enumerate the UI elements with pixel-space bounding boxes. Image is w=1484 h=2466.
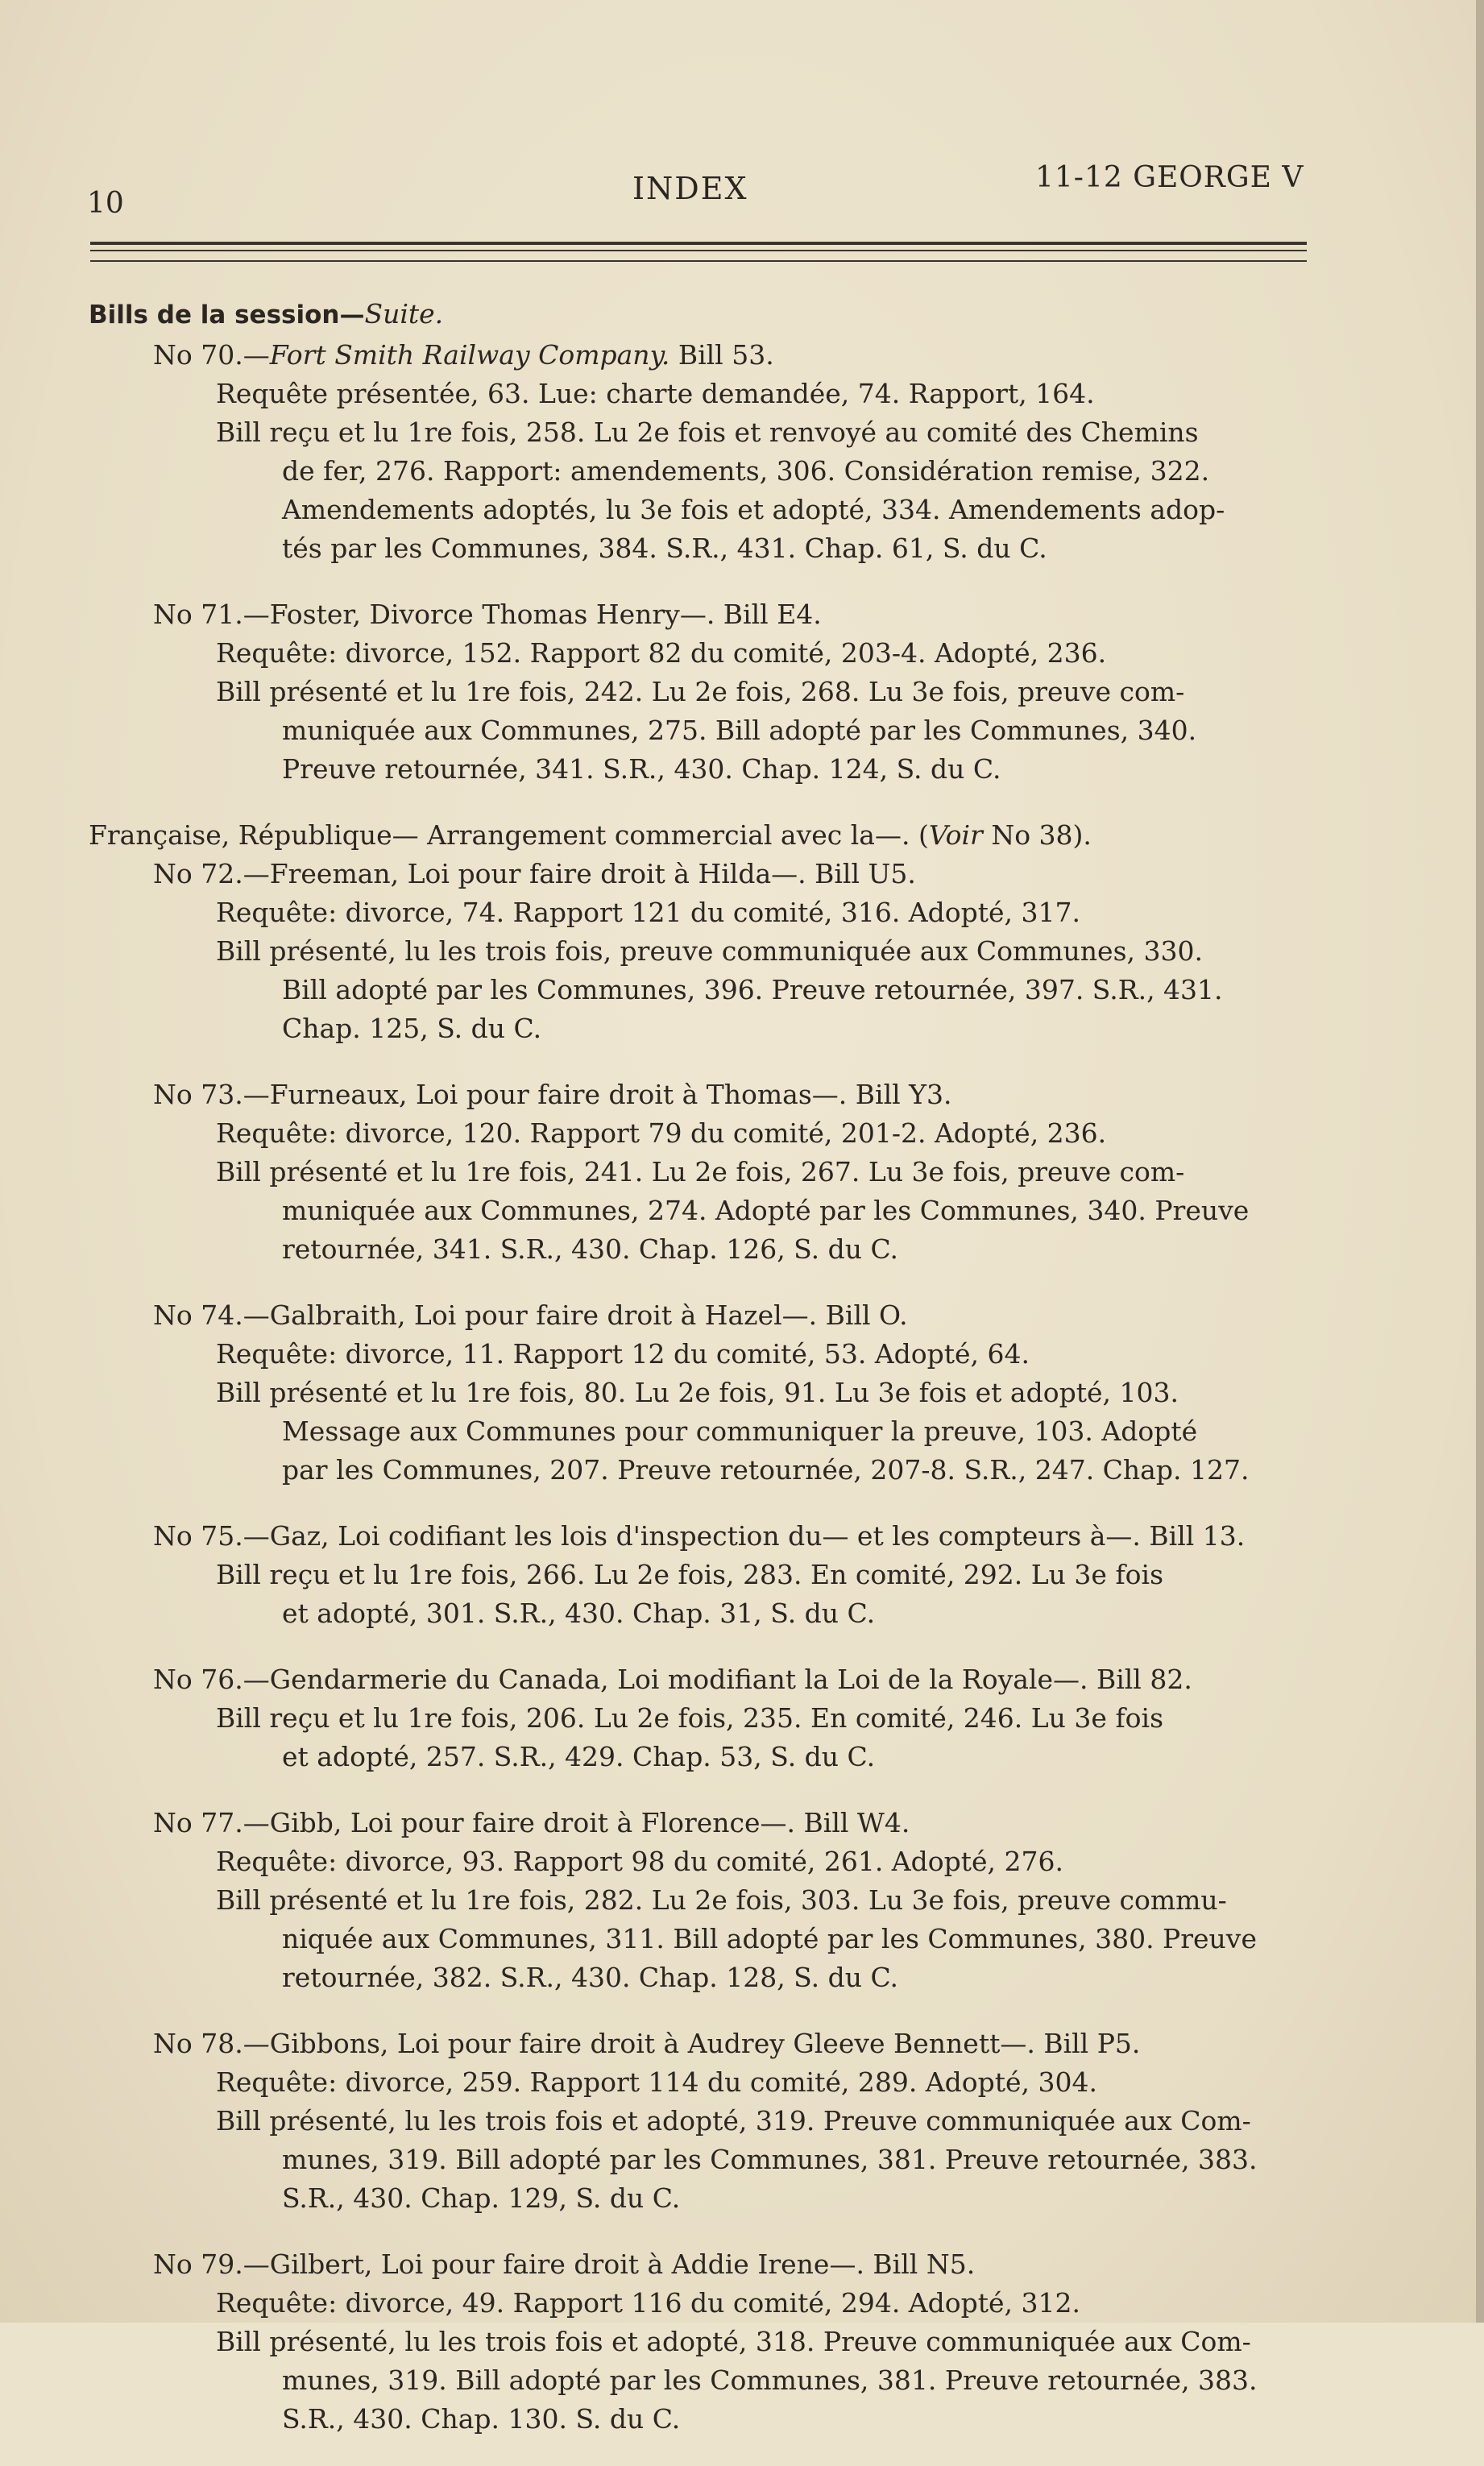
entry-heading: No 75.—Gaz, Loi codifiant les lois d'inspection du— et les compteurs à—. Bill 13.: [153, 1520, 1246, 1552]
entry-bill: Bill 53.: [669, 339, 774, 371]
entry-line: et adopté, 257. S.R., 429. Chap. 53, S. du C.: [282, 1741, 876, 1772]
entry-heading: [89, 336, 1345, 375]
entry-line: Bill présenté et lu 1re fois, 242. Lu 2e fois, 268. Lu 3e fois, preuve com-: [216, 676, 1185, 707]
index-entry: [89, 1517, 1345, 1633]
section-title-italic: Suite.: [364, 298, 444, 329]
entry-line: Bill présenté et lu 1re fois, 282. Lu 2e fois, 303. Lu 3e fois, preuve commu-: [216, 1884, 1227, 1916]
index-entry: [89, 1296, 1345, 1490]
entry-line: niquée aux Communes, 311. Bill adopté par les Communes, 380. Preuve: [282, 1923, 1257, 1954]
entry-heading: No 73.—Furneaux, Loi pour faire droit à Thomas—. Bill Y3.: [153, 1079, 952, 1110]
header-rule-thin-lower: [90, 260, 1307, 262]
session-header: 11-12 GEORGE V: [1035, 161, 1304, 194]
entry-line: S.R., 430. Chap. 130. S. du C.: [282, 2403, 681, 2435]
entry-line: Requête: divorce, 74. Rapport 121 du comité, 316. Adopté, 317.: [216, 897, 1080, 928]
cross-reference-end: No 38).: [982, 819, 1092, 851]
entry-line: Requête: divorce, 259. Rapport 114 du comité, 289. Adopté, 304.: [216, 2066, 1097, 2098]
entry-line: Requête: divorce, 49. Rapport 116 du comité, 294. Adopté, 312.: [216, 2287, 1080, 2319]
entry-heading: No 72.—Freeman, Loi pour faire droit à Hilda—. Bill U5.: [153, 858, 916, 889]
entry-line: Bill présenté, lu les trois fois et adopté, 318. Preuve communiquée aux Com-: [216, 2326, 1251, 2357]
entry-line: Amendements adoptés, lu 3e fois et adopté, 334. Amendements adop-: [282, 494, 1225, 525]
page-number: 10: [87, 187, 124, 220]
entry-line: Bill adopté par les Communes, 396. Preuve retournée, 397. S.R., 431.: [282, 974, 1223, 1005]
entry-heading: No 79.—Gilbert, Loi pour faire droit à Addie Irene—. Bill N5.: [153, 2248, 976, 2280]
entry-line: Requête: divorce, 152. Rapport 82 du comité, 203-4. Adopté, 236.: [216, 637, 1107, 669]
section-title: [89, 298, 1345, 329]
index-entry: [89, 595, 1345, 789]
entry-line: Requête présentée, 63. Lue: charte demandée, 74. Rapport, 164.: [216, 378, 1095, 409]
index-entry: [89, 1804, 1345, 1997]
entry-heading: No 78.—Gibbons, Loi pour faire droit à Audrey Gleeve Bennett—. Bill P5.: [153, 2028, 1141, 2059]
page-title: INDEX: [632, 171, 748, 206]
entry-line: tés par les Communes, 384. S.R., 431. Chap. 61, S. du C.: [282, 533, 1047, 564]
entry-number: No 70.—: [153, 339, 270, 371]
index-entry: [89, 1660, 1345, 1776]
index-entry: [89, 2245, 1345, 2439]
entry-line: Bill reçu et lu 1re fois, 266. Lu 2e fois, 283. En comité, 292. Lu 3e fois: [216, 1559, 1164, 1590]
entry-line: retournée, 382. S.R., 430. Chap. 128, S. du C.: [282, 1962, 899, 1993]
entry-line: Bill reçu et lu 1re fois, 206. Lu 2e fois, 235. En comité, 246. Lu 3e fois: [216, 1702, 1164, 1734]
section-title-bold: Bills de la session—: [89, 300, 365, 329]
entry-heading: No 77.—Gibb, Loi pour faire droit à Florence—. Bill W4.: [153, 1807, 910, 1838]
entry-line: Requête: divorce, 120. Rapport 79 du comité, 201-2. Adopté, 236.: [216, 1117, 1107, 1149]
entry-line: Requête: divorce, 93. Rapport 98 du comité, 261. Adopté, 276.: [216, 1846, 1064, 1877]
entry-line: Chap. 125, S. du C.: [282, 1013, 542, 1044]
entry-line: de fer, 276. Rapport: amendements, 306. Considération remise, 322.: [282, 455, 1210, 487]
entry-line: S.R., 430. Chap. 129, S. du C.: [282, 2182, 681, 2214]
index-entries: [89, 336, 1345, 2439]
entry-line: Bill présenté, lu les trois fois et adopté, 319. Preuve communiquée aux Com-: [216, 2105, 1251, 2137]
entry-line: Bill présenté, lu les trois fois, preuve communiquée aux Communes, 330.: [216, 935, 1203, 967]
index-content: [89, 298, 1345, 2466]
index-entry: [89, 816, 1345, 1048]
entry-line: Bill présenté et lu 1re fois, 80. Lu 2e fois, 91. Lu 3e fois et adopté, 103.: [216, 1377, 1179, 1408]
entry-line: Requête: divorce, 11. Rapport 12 du comité, 53. Adopté, 64.: [216, 1338, 1030, 1370]
index-entry: [89, 1076, 1345, 1269]
index-entry: [89, 336, 1345, 568]
entry-line: Bill reçu et lu 1re fois, 258. Lu 2e fois et renvoyé au comité des Chemins: [216, 417, 1199, 448]
entry-heading: No 76.—Gendarmerie du Canada, Loi modifiant la Loi de la Royale—. Bill 82.: [153, 1664, 1192, 1695]
index-entry: [89, 2025, 1345, 2218]
entry-heading: No 71.—Foster, Divorce Thomas Henry—. Bill E4.: [153, 599, 822, 630]
entry-line: Bill présenté et lu 1re fois, 241. Lu 2e fois, 267. Lu 3e fois, preuve com-: [216, 1156, 1185, 1187]
entry-line: Preuve retournée, 341. S.R., 430. Chap. 124, S. du C.: [282, 753, 1001, 785]
entry-heading: No 74.—Galbraith, Loi pour faire droit à Hazel—. Bill O.: [153, 1299, 908, 1331]
entry-line: muniquée aux Communes, 274. Adopté par les Communes, 340. Preuve: [282, 1195, 1250, 1226]
entry-line: Message aux Communes pour communiquer la preuve, 103. Adopté: [282, 1415, 1198, 1447]
page-edge-shadow: [1476, 0, 1484, 2323]
entry-line: retournée, 341. S.R., 430. Chap. 126, S. du C.: [282, 1233, 899, 1265]
entry-line: muniquée aux Communes, 275. Bill adopté par les Communes, 340.: [282, 715, 1197, 746]
cross-reference-voir: Voir: [928, 819, 983, 851]
entry-line: munes, 319. Bill adopté par les Communes, 381. Preuve retournée, 383.: [282, 2144, 1258, 2175]
header-rule-thick: [90, 242, 1307, 245]
entry-title: Fort Smith Railway Company.: [269, 339, 670, 371]
cross-reference-line: [89, 816, 1345, 855]
entry-line: munes, 319. Bill adopté par les Communes, 381. Preuve retournée, 383.: [282, 2364, 1258, 2396]
header-rule-thin: [90, 250, 1307, 251]
entry-line: et adopté, 301. S.R., 430. Chap. 31, S. du C.: [282, 1598, 876, 1629]
entry-line: par les Communes, 207. Preuve retournée, 207-8. S.R., 247. Chap. 127.: [282, 1454, 1250, 1486]
cross-reference-text: Française, République— Arrangement commercial avec la—. (: [89, 819, 929, 851]
